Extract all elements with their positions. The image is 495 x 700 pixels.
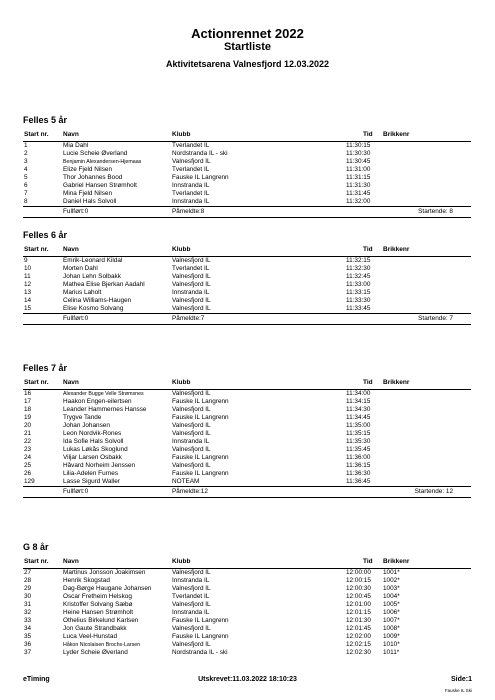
start-time: 11:34:30	[346, 406, 371, 413]
participant-name: Håkon Nicolaisen Brochs-Larsen	[63, 642, 141, 648]
table-row	[23, 593, 471, 601]
summary-row	[23, 206, 471, 218]
table-row	[23, 422, 471, 430]
start-group	[23, 114, 471, 218]
table-row	[23, 446, 471, 454]
start-time: 11:35:30	[346, 438, 371, 445]
participant-name: Håvard Norheim Jenssen	[63, 462, 136, 469]
header-start-nr: Start nr.	[24, 131, 49, 138]
club-name: Fauske IL Langrenn	[172, 633, 229, 640]
start-nr: 4	[24, 166, 28, 173]
start-nr: 11	[24, 273, 31, 280]
start-time: 12:00:45	[346, 593, 371, 600]
table-row	[23, 150, 471, 158]
start-time: 11:31:30	[346, 182, 371, 189]
start-time: 12:02:30	[346, 649, 371, 656]
table-row	[23, 470, 471, 478]
table-row	[23, 649, 471, 657]
start-time: 12:01:30	[346, 617, 371, 624]
start-time: 11:32:15	[346, 257, 371, 264]
table-row	[23, 454, 471, 462]
club-name: Tverlandet IL	[172, 265, 210, 272]
table-row	[23, 142, 471, 150]
header-name: Navn	[63, 558, 79, 565]
footer-printed: Utskrevet:11.03.2022 18:10:23	[198, 676, 297, 683]
club-name: Nordstranda IL - ski	[172, 150, 228, 157]
club-name: Fauske IL Langrenn	[172, 454, 229, 461]
participant-name: Thor Johannes Bood	[63, 174, 123, 181]
header-time: Tid	[363, 379, 373, 386]
start-group	[23, 362, 471, 498]
start-nr: 31	[24, 601, 32, 608]
header-club: Klubb	[172, 558, 191, 565]
header-club: Klubb	[172, 379, 191, 386]
table-row	[23, 265, 471, 273]
table-row	[23, 601, 471, 609]
start-nr: 35	[24, 633, 32, 640]
club-name: Innstranda IL	[172, 577, 210, 584]
start-time: 11:35:15	[346, 430, 371, 437]
header-name: Navn	[63, 246, 79, 253]
start-time: 11:31:00	[346, 166, 371, 173]
participant-name: Celina Williams-Haugen	[63, 297, 132, 304]
group-title: Felles 6 år	[23, 230, 68, 240]
header-start-nr: Start nr.	[24, 246, 49, 253]
starting-count: Startende: 8	[418, 208, 453, 215]
start-time: 11:36:45	[346, 478, 371, 485]
participant-name: Daniel Hals Solvoll	[63, 198, 117, 205]
start-nr: 6	[24, 182, 28, 189]
start-nr: 36	[24, 641, 32, 648]
participant-name: Marius Laholt	[63, 289, 102, 296]
participant-name: Mathea Elise Bjerkan Aadahl	[63, 281, 145, 288]
table-row	[23, 398, 471, 406]
start-nr: 28	[24, 577, 32, 584]
participant-name: Morten Dahl	[63, 265, 98, 272]
club-name: Valnesfjord IL	[172, 390, 211, 397]
participant-name: Haakon Engen-eilertsen	[63, 398, 132, 405]
summary-row	[23, 313, 471, 325]
participant-name: Johan Johansen	[63, 422, 110, 429]
start-nr: 20	[24, 422, 32, 429]
starting-count: Startende: 12	[414, 488, 453, 495]
header-name: Navn	[63, 131, 79, 138]
club-name: Fauske IL Langrenn	[172, 174, 229, 181]
column-header-row	[23, 557, 471, 569]
participant-name: Lucie Scheie Øverland	[63, 150, 128, 157]
participant-name: Trygve Tande	[63, 414, 102, 421]
start-nr: 18	[24, 406, 32, 413]
chip-nr: 1007*	[383, 617, 400, 624]
finished-count: Fullført:0	[63, 208, 89, 215]
participant-name: Leon Nordvik-Rones	[63, 430, 122, 437]
document-subtitle: Startliste	[223, 41, 272, 53]
start-nr: 37	[24, 649, 32, 656]
header-chip-nr: Brikkenr	[383, 379, 410, 386]
start-time: 11:34:45	[346, 414, 371, 421]
header-time: Tid	[363, 131, 373, 138]
table-row	[23, 438, 471, 446]
header-chip-nr: Brikkenr	[383, 246, 410, 253]
start-nr: 15	[24, 305, 32, 312]
start-group	[23, 229, 471, 325]
start-time: 11:34:00	[346, 390, 371, 397]
registered-count: Påmeldte:7	[172, 315, 205, 322]
group-title: G 8 år	[23, 542, 49, 552]
chip-nr: 1004*	[383, 593, 400, 600]
chip-nr: 1011*	[383, 649, 400, 656]
club-name: Valnesfjord IL	[172, 297, 211, 304]
group-title: Felles 5 år	[23, 115, 68, 125]
start-time: 12:01:15	[346, 609, 371, 616]
table-row	[23, 281, 471, 289]
club-name: Innstranda IL	[172, 182, 210, 189]
table-row	[23, 305, 471, 313]
participant-name: Emrik-Leonard Kildal	[63, 257, 123, 264]
participant-name: Mina Fjeld Nilsen	[63, 190, 113, 197]
summary-row	[23, 486, 471, 498]
participant-name: Leander Hammernes Hansse	[63, 406, 147, 413]
table-row	[23, 569, 471, 577]
start-time: 12:00:15	[346, 577, 371, 584]
participant-name: Elize Fjeld Nilsen	[63, 166, 113, 173]
club-name: Valnesfjord IL	[172, 625, 211, 632]
start-nr: 33	[24, 617, 32, 624]
table-row	[23, 190, 471, 198]
club-name: Fauske IL Langrenn	[172, 617, 229, 624]
start-time: 11:32:30	[346, 265, 371, 272]
participant-name: Lukas Løkås Skoglund	[63, 446, 128, 453]
chip-nr: 1001*	[383, 569, 400, 576]
starting-count: Startende: 7	[418, 315, 453, 322]
header-chip-nr: Brikkenr	[383, 558, 410, 565]
start-time: 11:32:45	[346, 273, 371, 280]
participant-name: Johan Lehn Solbakk	[63, 273, 121, 280]
header-start-nr: Start nr.	[24, 379, 49, 386]
start-nr: 14	[24, 297, 32, 304]
table-row	[23, 166, 471, 174]
participant-name: Alexander Bugge Velle Strømsnes	[63, 391, 144, 397]
club-name: Valnesfjord IL	[172, 446, 211, 453]
header-start-nr: Start nr.	[24, 558, 49, 565]
start-nr: 1	[24, 142, 28, 149]
start-nr: 8	[24, 198, 28, 205]
chip-nr: 1009*	[383, 633, 400, 640]
club-name: Valnesfjord IL	[172, 422, 211, 429]
footer-brand: eTiming	[23, 676, 50, 683]
table-row	[23, 257, 471, 265]
start-nr: 16	[24, 390, 32, 397]
participant-name: Mia Dahl	[63, 142, 89, 149]
start-time: 11:30:45	[346, 158, 371, 165]
start-time: 11:36:30	[346, 470, 371, 477]
start-nr: 129	[24, 478, 35, 485]
club-name: Valnesfjord IL	[172, 257, 211, 264]
finished-count: Fullført:0	[63, 488, 89, 495]
start-time: 12:00:30	[346, 585, 371, 592]
participant-name: Henrik Skogstad	[63, 577, 110, 584]
footer-note: Fauske IL Ski	[444, 688, 472, 693]
start-nr: 30	[24, 593, 32, 600]
start-time: 11:36:00	[346, 454, 371, 461]
club-name: Innstranda IL	[172, 609, 210, 616]
club-name: Innstranda IL	[172, 438, 210, 445]
chip-nr: 1010*	[383, 641, 400, 648]
start-time: 11:30:30	[346, 150, 371, 157]
table-row	[23, 641, 471, 649]
participant-name: Ida Sofie Hals Solvoll	[63, 438, 124, 445]
start-time: 12:02:00	[346, 633, 371, 640]
table-row	[23, 174, 471, 182]
header-club: Klubb	[172, 131, 191, 138]
participant-name: Viljar Larsen Osbakk	[63, 454, 122, 461]
table-row	[23, 406, 471, 414]
chip-nr: 1005*	[383, 601, 400, 608]
participant-name: Elise Kosmo Solvang	[63, 305, 124, 312]
header-time: Tid	[363, 246, 373, 253]
header-name: Navn	[63, 379, 79, 386]
table-row	[23, 390, 471, 398]
club-name: Valnesfjord IL	[172, 601, 211, 608]
start-nr: 22	[24, 438, 32, 445]
club-name: Valnesfjord IL	[172, 281, 211, 288]
club-name: Valnesfjord IL	[172, 273, 211, 280]
participant-name: Kristoffer Solvang Sæbø	[63, 601, 133, 608]
participant-name: Heine Hansen Strømholt	[63, 609, 133, 616]
club-name: Valnesfjord IL	[172, 641, 211, 648]
column-header-row	[23, 130, 471, 142]
club-name: Valnesfjord IL	[172, 430, 211, 437]
start-time: 11:33:45	[346, 305, 371, 312]
club-name: Innstranda IL	[172, 198, 210, 205]
club-name: Valnesfjord IL	[172, 569, 211, 576]
start-nr: 21	[24, 430, 32, 437]
club-name: Fauske IL Langrenn	[172, 414, 229, 421]
club-name: Fauske IL Langrenn	[172, 398, 229, 405]
participant-name: Lasse Sigurd Waller	[63, 478, 120, 485]
start-nr: 12	[24, 281, 32, 288]
start-time: 12:02:15	[346, 641, 371, 648]
start-nr: 29	[24, 585, 32, 592]
club-name: Tverlandet IL	[172, 166, 210, 173]
start-time: 12:01:45	[346, 625, 371, 632]
start-nr: 27	[24, 569, 32, 576]
start-time: 11:33:15	[346, 289, 371, 296]
club-name: Valnesfjord IL	[172, 585, 211, 592]
club-name: Valnesfjord IL	[172, 406, 211, 413]
start-nr: 9	[24, 257, 28, 264]
participant-name: Benjamin Alexandersen-Hjemaas	[63, 159, 142, 165]
start-time: 11:33:30	[346, 297, 371, 304]
start-time: 11:33:00	[346, 281, 371, 288]
start-nr: 13	[24, 289, 32, 296]
start-nr: 19	[24, 414, 32, 421]
club-name: Valnesfjord IL	[172, 158, 211, 165]
participant-name: Jon Gaute Strandbakk	[63, 625, 127, 632]
table-row	[23, 585, 471, 593]
start-nr: 3	[24, 158, 28, 165]
start-nr: 5	[24, 174, 28, 181]
table-row	[23, 414, 471, 422]
finished-count: Fullført:0	[63, 315, 89, 322]
start-time: 11:35:00	[346, 422, 371, 429]
club-name: Tverlandet IL	[172, 593, 210, 600]
footer-page: Side:1	[450, 676, 472, 683]
club-name: Valnesfjord IL	[172, 305, 211, 312]
start-nr: 10	[24, 265, 32, 272]
start-nr: 2	[24, 150, 28, 157]
header-time: Tid	[363, 558, 373, 565]
participant-name: Lilia-Adelen Furnes	[63, 470, 119, 477]
start-nr: 32	[24, 609, 32, 616]
participant-name: Gabriel Hansen Strømholt	[63, 182, 137, 189]
participant-name: Othelius Birkelund Karlsen	[63, 617, 139, 624]
start-time: 11:32:00	[346, 198, 371, 205]
start-nr: 34	[24, 625, 32, 632]
club-name: Fauske IL Langrenn	[172, 470, 229, 477]
venue-date: Aktivitetsarena Valnesfjord 12.03.2022	[165, 59, 330, 69]
start-time: 12:01:00	[346, 601, 371, 608]
table-row	[23, 609, 471, 617]
table-row	[23, 198, 471, 206]
start-time: 11:31:45	[346, 190, 371, 197]
club-name: Tverlandet IL	[172, 142, 210, 149]
participant-name: Lyder Scheie Øverland	[63, 649, 128, 656]
start-time: 11:31:15	[346, 174, 371, 181]
participant-name: Dag-Børge Haugane Johansen	[63, 585, 152, 592]
table-row	[23, 617, 471, 625]
table-row	[23, 182, 471, 190]
document-title: Actionrennet 2022	[191, 26, 304, 41]
start-time: 11:35:45	[346, 446, 371, 453]
start-nr: 17	[24, 398, 32, 405]
start-nr: 26	[24, 470, 32, 477]
start-time: 11:34:15	[346, 398, 371, 405]
table-row	[23, 297, 471, 305]
table-row	[23, 478, 471, 486]
table-row	[23, 430, 471, 438]
table-row	[23, 577, 471, 585]
group-title: Felles 7 år	[23, 363, 68, 373]
chip-nr: 1008*	[383, 625, 400, 632]
table-row	[23, 633, 471, 641]
start-time: 11:30:15	[346, 142, 371, 149]
participant-name: Oscar Fretheim Helskog	[63, 593, 132, 600]
registered-count: Påmeldte:12	[172, 488, 208, 495]
start-group	[23, 541, 471, 657]
table-row	[23, 273, 471, 281]
header-club: Klubb	[172, 246, 191, 253]
club-name: Valnesfjord IL	[172, 462, 211, 469]
club-name: Nordstranda IL - ski	[172, 649, 228, 656]
chip-nr: 1006*	[383, 609, 400, 616]
chip-nr: 1002*	[383, 577, 400, 584]
column-header-row	[23, 245, 471, 257]
column-header-row	[23, 378, 471, 390]
start-nr: 24	[24, 454, 32, 461]
club-name: Innstranda IL	[172, 289, 210, 296]
table-row	[23, 289, 471, 297]
start-time: 11:36:15	[346, 462, 371, 469]
registered-count: Påmeldte:8	[172, 208, 205, 215]
chip-nr: 1003*	[383, 585, 400, 592]
start-nr: 25	[24, 462, 32, 469]
club-name: Tverlandet IL	[172, 190, 210, 197]
header-chip-nr: Brikkenr	[383, 131, 410, 138]
start-nr: 23	[24, 446, 32, 453]
club-name: NOTEAM	[172, 478, 200, 485]
participant-name: Martinus Jonsson Joakimsen	[63, 569, 146, 576]
start-nr: 7	[24, 190, 28, 197]
start-time: 12:00:00	[346, 569, 371, 576]
table-row	[23, 625, 471, 633]
table-row	[23, 158, 471, 166]
participant-name: Luca Veel-Hunstad	[63, 633, 118, 640]
table-row	[23, 462, 471, 470]
